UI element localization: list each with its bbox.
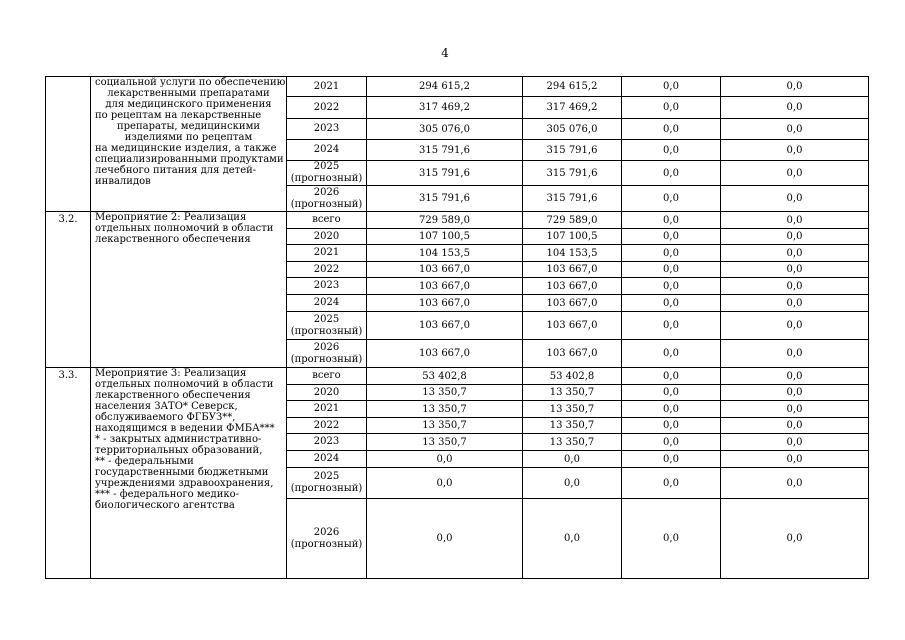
value-cell: 0,0 <box>622 368 721 385</box>
item-name-line: населения ЗАТО* Северск, <box>95 401 238 412</box>
year-cell <box>287 340 367 368</box>
value-cell: 0,0 <box>721 161 869 186</box>
value-cell: 0,0 <box>721 434 869 451</box>
value-cell: 0,0 <box>622 340 721 368</box>
value-cell: 0,0 <box>622 278 721 295</box>
budget-value-cell: 107 100,5 <box>523 229 622 245</box>
value-cell: 0,0 <box>721 385 869 401</box>
year-cell <box>287 97 367 119</box>
page-number: 4 <box>441 46 449 60</box>
item-name-line: обслуживаемого ФГБУЗ**, <box>95 412 236 423</box>
value-cell: 0,0 <box>721 278 869 295</box>
value-cell: 0,0 <box>622 212 721 229</box>
total-value-cell: 13 350,7 <box>367 385 523 401</box>
value-cell: 0,0 <box>721 262 869 278</box>
value-cell: 0,0 <box>721 312 869 340</box>
total-value-cell: 13 350,7 <box>367 418 523 434</box>
year-cell <box>287 245 367 262</box>
budget-value-cell: 0,0 <box>523 468 622 499</box>
item-name-line: инвалидов <box>95 176 151 187</box>
value-cell: 0,0 <box>721 340 869 368</box>
value-cell: 0,0 <box>721 451 869 468</box>
year-label: 2020 <box>313 230 340 242</box>
year-label: 2021 <box>313 247 340 258</box>
item-name <box>91 77 287 212</box>
value-cell: 0,0 <box>622 468 721 499</box>
item-name-line: на медицинские изделия, а также <box>95 143 277 154</box>
budget-value-cell: 315 791,6 <box>523 186 622 212</box>
year-label: 2023 <box>313 280 340 291</box>
value-cell: 0,0 <box>721 468 869 499</box>
value-cell: 0,0 <box>622 77 721 97</box>
year-label: 2021 <box>313 80 340 92</box>
total-value-cell: 315 791,6 <box>367 186 523 212</box>
value-cell: 0,0 <box>622 312 721 340</box>
value-cell: 0,0 <box>721 401 869 418</box>
value-cell: 0,0 <box>622 418 721 434</box>
total-value-cell: 317 469,2 <box>367 97 523 119</box>
forecast-label: (прогнозный) <box>290 173 363 184</box>
budget-value-cell: 315 791,6 <box>523 161 622 186</box>
total-value-cell: 13 350,7 <box>367 434 523 451</box>
value-cell: 0,0 <box>721 186 869 212</box>
year-cell <box>287 401 367 418</box>
value-cell: 0,0 <box>622 119 721 140</box>
item-number <box>46 77 91 212</box>
item-name-line: находящимся в ведении ФМБА*** <box>95 423 275 434</box>
year-cell <box>287 312 367 340</box>
budget-value-cell: 315 791,6 <box>523 140 622 161</box>
forecast-label: (прогнозный) <box>290 538 363 550</box>
year-label: 2026 <box>313 341 340 353</box>
year-cell <box>287 186 367 212</box>
year-cell <box>287 368 367 385</box>
total-value-cell: 13 350,7 <box>367 401 523 418</box>
value-cell: 0,0 <box>622 401 721 418</box>
value-cell: 0,0 <box>622 451 721 468</box>
value-cell: 0,0 <box>721 77 869 97</box>
total-value-cell: 0,0 <box>367 499 523 579</box>
year-cell <box>287 212 367 229</box>
item-name-line: * - закрытых административно- <box>95 434 262 445</box>
value-cell: 0,0 <box>721 97 869 119</box>
total-value-cell: 315 791,6 <box>367 140 523 161</box>
item-name-line: лечебного питания для детей- <box>95 165 257 176</box>
year-label: 2024 <box>313 453 340 464</box>
total-value-cell: 103 667,0 <box>367 295 523 312</box>
year-label: 2026 <box>313 186 340 198</box>
forecast-label: (прогнозный) <box>290 325 363 337</box>
year-cell <box>287 499 367 579</box>
budget-value-cell: 103 667,0 <box>523 295 622 312</box>
value-cell: 0,0 <box>622 245 721 262</box>
budget-value-cell: 305 076,0 <box>523 119 622 140</box>
year-cell <box>287 418 367 434</box>
budget-value-cell: 104 153,5 <box>523 245 622 262</box>
value-cell: 0,0 <box>721 368 869 385</box>
value-cell: 0,0 <box>721 295 869 312</box>
item-name <box>91 368 287 579</box>
value-cell: 0,0 <box>622 161 721 186</box>
budget-value-cell: 0,0 <box>523 451 622 468</box>
budget-value-cell: 729 589,0 <box>523 212 622 229</box>
year-label: 2023 <box>313 436 340 447</box>
item-name-line: отдельных полномочий в области <box>95 223 274 234</box>
value-cell: 0,0 <box>721 119 869 140</box>
item-name-line: территориальных образований, <box>95 445 263 456</box>
year-label: 2022 <box>313 263 340 275</box>
budget-value-cell: 317 469,2 <box>523 97 622 119</box>
value-cell: 0,0 <box>622 262 721 278</box>
value-cell: 0,0 <box>622 186 721 212</box>
value-cell: 0,0 <box>622 97 721 119</box>
item-name-line: для медицинского применения <box>105 99 272 110</box>
year-label: 2023 <box>313 123 340 134</box>
value-cell: 0,0 <box>622 434 721 451</box>
year-label: 2022 <box>313 101 340 113</box>
forecast-label: (прогнозный) <box>290 353 363 365</box>
year-cell <box>287 262 367 278</box>
year-cell <box>287 295 367 312</box>
budget-value-cell: 103 667,0 <box>523 312 622 340</box>
item-name-line: препараты, медицинскими <box>116 121 261 132</box>
item-name-line: по рецептам на лекарственные <box>95 110 262 121</box>
total-value-cell: 0,0 <box>367 468 523 499</box>
year-cell <box>287 77 367 97</box>
table-row <box>46 212 869 229</box>
value-cell: 0,0 <box>721 418 869 434</box>
item-number: 3.2. <box>46 212 91 368</box>
forecast-label: (прогнозный) <box>290 483 363 494</box>
year-label: всего <box>312 214 341 225</box>
total-value-cell: 315 791,6 <box>367 161 523 186</box>
year-cell <box>287 434 367 451</box>
budget-value-cell: 103 667,0 <box>523 262 622 278</box>
value-cell: 0,0 <box>622 140 721 161</box>
year-cell <box>287 468 367 499</box>
item-name-line: лекарственного обеспечения <box>95 390 251 401</box>
year-label: 2020 <box>313 386 340 398</box>
table-body <box>46 77 869 579</box>
year-label: 2025 <box>313 161 340 172</box>
item-name-line: учреждениями здравоохранения, <box>95 478 274 489</box>
budget-value-cell: 13 350,7 <box>523 385 622 401</box>
item-name <box>91 212 287 368</box>
total-value-cell: 53 402,8 <box>367 368 523 385</box>
budget-value-cell: 294 615,2 <box>523 77 622 97</box>
budget-value-cell: 13 350,7 <box>523 434 622 451</box>
total-value-cell: 103 667,0 <box>367 340 523 368</box>
item-name-line: изделиями по рецептам <box>124 132 253 143</box>
item-name-line: ** - федеральными <box>95 456 194 467</box>
value-cell: 0,0 <box>622 499 721 579</box>
item-name-line: лекарственного обеспечения <box>95 234 251 245</box>
table-row <box>46 77 869 97</box>
value-cell: 0,0 <box>721 229 869 245</box>
budget-value-cell: 103 667,0 <box>523 278 622 295</box>
year-cell <box>287 278 367 295</box>
item-name-line: лекарственными препаратами <box>107 88 270 99</box>
total-value-cell: 729 589,0 <box>367 212 523 229</box>
item-name-line: *** - федерального медико- <box>95 489 240 500</box>
value-cell: 0,0 <box>721 245 869 262</box>
year-label: 2022 <box>313 419 340 431</box>
item-name-line: Мероприятие 3: Реализация <box>95 368 247 379</box>
total-value-cell: 103 667,0 <box>367 278 523 295</box>
item-name-line: биологического агентства <box>95 500 235 511</box>
year-cell <box>287 451 367 468</box>
year-cell <box>287 229 367 245</box>
budget-value-cell: 13 350,7 <box>523 418 622 434</box>
value-cell: 0,0 <box>622 295 721 312</box>
total-value-cell: 0,0 <box>367 451 523 468</box>
total-value-cell: 103 667,0 <box>367 312 523 340</box>
year-label: 2026 <box>313 526 340 538</box>
item-number: 3.3. <box>46 368 91 579</box>
item-name-line: социальной услуги по обеспечению <box>95 77 286 88</box>
year-label: 2024 <box>313 297 340 308</box>
budget-value-cell: 0,0 <box>523 499 622 579</box>
total-value-cell: 305 076,0 <box>367 119 523 140</box>
value-cell: 0,0 <box>622 385 721 401</box>
total-value-cell: 294 615,2 <box>367 77 523 97</box>
year-label: 2024 <box>313 144 340 155</box>
year-label: 2021 <box>313 403 340 414</box>
value-cell: 0,0 <box>721 499 869 579</box>
budget-value-cell: 103 667,0 <box>523 340 622 368</box>
year-label: 2025 <box>313 471 340 482</box>
budget-table <box>45 76 869 579</box>
item-name-line: отдельных полномочий в области <box>95 379 274 390</box>
year-label: 2025 <box>313 313 340 325</box>
total-value-cell: 103 667,0 <box>367 262 523 278</box>
item-name-line: специализированными продуктами <box>95 154 284 165</box>
year-cell <box>287 119 367 140</box>
table-row <box>46 368 869 385</box>
value-cell: 0,0 <box>721 212 869 229</box>
total-value-cell: 104 153,5 <box>367 245 523 262</box>
year-cell <box>287 140 367 161</box>
budget-value-cell: 53 402,8 <box>523 368 622 385</box>
year-cell <box>287 161 367 186</box>
budget-value-cell: 13 350,7 <box>523 401 622 418</box>
value-cell: 0,0 <box>622 229 721 245</box>
item-name-line: государственными бюджетными <box>95 467 269 478</box>
total-value-cell: 107 100,5 <box>367 229 523 245</box>
forecast-label: (прогнозный) <box>290 198 363 210</box>
year-cell <box>287 385 367 401</box>
item-name-line: Мероприятие 2: Реализация <box>95 212 247 223</box>
year-label: всего <box>312 370 341 381</box>
value-cell: 0,0 <box>721 140 869 161</box>
